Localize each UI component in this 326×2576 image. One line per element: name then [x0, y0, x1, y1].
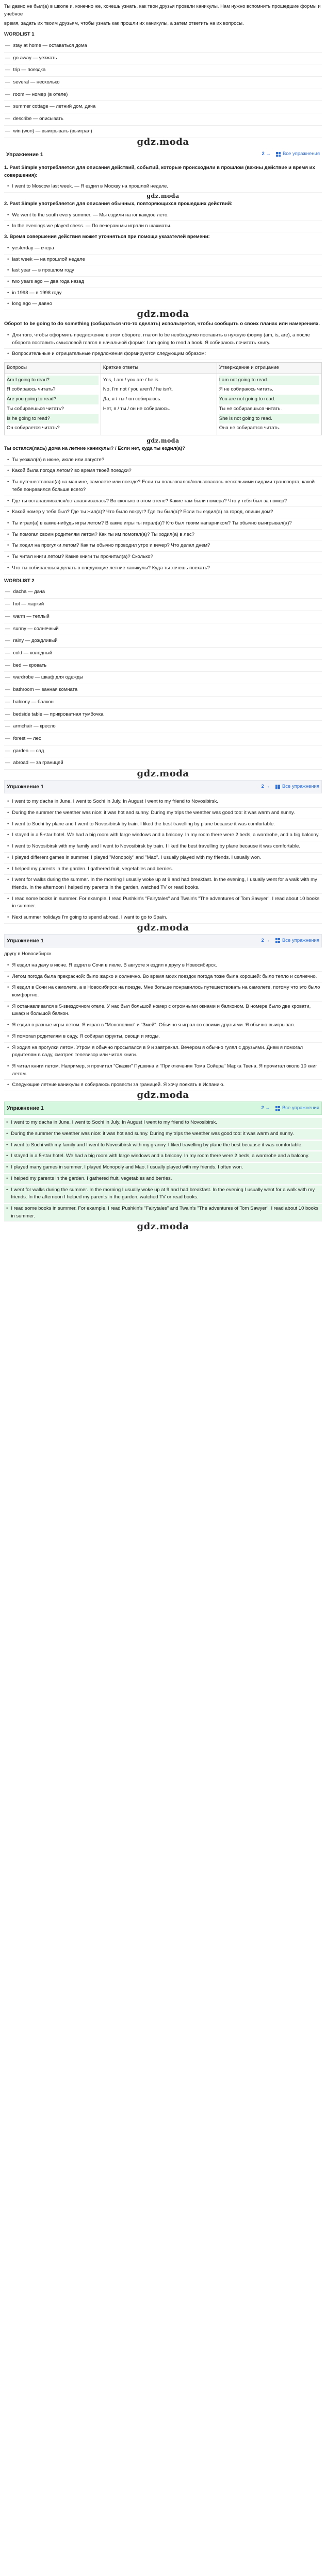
- exercise-nav: [4, 148, 322, 161]
- bullet-icon: •: [6, 1164, 8, 1171]
- dash-icon: —: [5, 723, 10, 730]
- translation-pre: другу в Новосибирск.: [4, 951, 53, 957]
- rule1-title: 1. Past Simple употребляется для описания действий, событий, которые происходили в прошлом (важны действие и время их совершения):: [4, 164, 315, 178]
- time-marker-text: yesterday — вчера: [12, 245, 54, 251]
- bullet-icon: •: [7, 279, 9, 285]
- bullet-icon: •: [7, 267, 9, 274]
- answer-item: [4, 808, 322, 819]
- answer-text: Я помогал родителям в саду. Я собирал фрукты, овощи и ягоды.: [12, 1033, 160, 1039]
- bullet-icon: •: [6, 1206, 8, 1212]
- bullet-icon: •: [7, 914, 9, 921]
- time-marker-item: [4, 243, 322, 255]
- watermark-logo: gdz.moda: [137, 922, 189, 933]
- answer-item: [4, 1020, 322, 1031]
- bullet-icon: •: [7, 520, 9, 527]
- answer-item: [4, 1061, 322, 1080]
- short-answers-cell: [101, 374, 217, 435]
- vocab-text: armchair — кресло: [13, 723, 56, 730]
- watermark-logo: gdz.moda: [137, 309, 189, 320]
- all-exercises-label: Все упражнения: [282, 783, 319, 789]
- answer-item: [4, 819, 322, 831]
- dash-icon: —: [5, 699, 10, 705]
- bullet-icon: •: [6, 1131, 8, 1137]
- answer-text: Я ходил на прогулки летом. Утром я обычно просыпался в 9 и завтракал. Вечером я обычно гулял с друзьями. Днем я помогал родителям в саду, смотрел телевизор или читал книги.: [12, 1044, 303, 1058]
- exercise-title: Упражнение 1: [6, 151, 43, 158]
- answer-text: I went to Novosibirsk with my family and I went to Novosibirsk by train. I liked the best travelling by plane because it was comfortable.: [12, 843, 300, 850]
- bullet-icon: •: [6, 1187, 8, 1193]
- rule2-example: [4, 221, 322, 232]
- vocab-text: wardrobe — шкаф для одежды: [13, 674, 84, 681]
- question-text: Ты ходил на прогулки летом? Как ты обычно проводил утро и вечер? Что делал днем?: [12, 543, 210, 549]
- questions-list: [4, 455, 322, 574]
- dash-icon: —: [5, 687, 10, 693]
- rule2-title: 2. Past Simple употребляется для описания обычных, повторяющихся прошедших действий:: [4, 200, 233, 207]
- vocab-item: [4, 53, 322, 65]
- vocab-item: [4, 40, 322, 53]
- col-short: Краткие ответы: [101, 362, 217, 374]
- going-to-note: [4, 330, 322, 349]
- bullet-icon: •: [7, 1063, 9, 1069]
- next-exercise-link[interactable]: 2 →: [261, 937, 270, 943]
- all-exercises-label: Все упражнения: [282, 151, 320, 157]
- vocab-text: hot — жаркий: [13, 601, 44, 607]
- bullet-icon: •: [7, 1044, 9, 1050]
- bullet-icon: •: [7, 351, 9, 357]
- vocab-item: [4, 611, 322, 623]
- dash-icon: —: [5, 601, 10, 607]
- answer-text: I helped my parents in the garden. I gathered fruit, vegetables and berries.: [11, 1175, 172, 1181]
- answer-item: [4, 960, 322, 972]
- time-marker-item: [4, 255, 322, 266]
- vocab-item: [4, 672, 322, 684]
- question-item: [4, 477, 322, 496]
- bullet-icon: •: [7, 1082, 9, 1088]
- answer2: [4, 1118, 322, 1222]
- bullet-icon: •: [6, 1153, 8, 1159]
- bullet-icon: •: [7, 1022, 9, 1028]
- page: [0, 0, 326, 1238]
- bullet-icon: •: [7, 479, 9, 485]
- question-item: [4, 518, 322, 530]
- bullet-icon: •: [7, 854, 9, 860]
- bullet-icon: •: [6, 1120, 8, 1126]
- translation1: [4, 960, 322, 1091]
- intro-line: Ты давно не был(а) в школе и, конечно же, хочешь узнать, как твои друзья провели каникулы. Нам нужно вспомнить прошедшие формы и учебное: [4, 4, 321, 17]
- table-cell-line: Она не собирается читать.: [219, 425, 281, 431]
- table-cell-line: I am not going to read.: [219, 376, 319, 385]
- vocab-text: balcony — балкон: [13, 699, 54, 705]
- table-cell-line: Да, я / ты / он собираюсь.: [103, 396, 162, 402]
- bullet-icon: •: [7, 531, 9, 537]
- exercise-nav-2: [4, 780, 322, 793]
- bullet-icon: •: [7, 509, 9, 515]
- bullet-icon: •: [7, 877, 9, 883]
- dash-icon: —: [5, 638, 10, 644]
- answer-text: I read some books in summer. For example, I read Pushkin's "Fairytales" and Twain's "The adventures of Tom Sawyer". I read about 10 books in summer.: [12, 895, 320, 909]
- rule1-example-text: I went to Moscow last week. — Я ездил в Москву на прошлой неделе.: [12, 183, 168, 190]
- bullet-icon: •: [7, 895, 9, 902]
- vocab-item: [4, 757, 322, 770]
- bullet-icon: •: [7, 256, 9, 262]
- answer-text: I went to my dacha in June. I went to Sochi in July. In August I went to my friend to Novosibirsk.: [11, 1120, 217, 1126]
- table-cell-line: She is not going to read.: [219, 414, 319, 424]
- dash-icon: —: [5, 748, 10, 754]
- time-marker-item: [4, 288, 322, 299]
- answer-text: I helped my parents in the garden. I gathered fruit, vegetables and berries.: [12, 866, 173, 872]
- bullet-icon: •: [6, 1142, 8, 1148]
- answer-text: I stayed in a 5-star hotel. We had a big room with large windows and a balcony. In my room there were 2 beds, a wardrobe and a balcony.: [11, 1153, 309, 1159]
- vocab-item: [4, 77, 322, 89]
- question-text: Какой была погода летом? во время твоей поездки?: [12, 468, 132, 474]
- going-to-text: Для того, чтобы оформить предложение в этом обороте, глагол to be необходимо поставить в нужную форму (am, is, are), а после оборота поставить смысловой глагол в начальной форме: I am going to read a book. Я собираюсь почитать книгу.: [12, 332, 310, 346]
- vocab-item: [4, 101, 322, 113]
- answer-text: Я ездил в разные игры летом. Я играл в "Монополию" и "Змей". Обычно я играл со своими друзьями. Я обычно выигрывал.: [12, 1022, 295, 1028]
- vocab-text: trip — поездка: [13, 67, 46, 73]
- dash-icon: —: [5, 79, 10, 86]
- next-exercise-link[interactable]: 2 →: [262, 151, 271, 157]
- vocab-text: several — несколько: [13, 79, 60, 86]
- answer-item: [4, 894, 322, 912]
- answer-item: [4, 841, 322, 853]
- dash-icon: —: [5, 662, 10, 668]
- vocab-item: [4, 660, 322, 672]
- answer-item: [4, 796, 322, 808]
- bullet-icon: •: [7, 183, 9, 190]
- vocab-text: win (won) — выигрывать (выиграл): [13, 128, 92, 134]
- time-marker-item: [4, 277, 322, 288]
- dash-icon: —: [5, 589, 10, 595]
- rule3-list: [4, 243, 322, 310]
- answer-item: [4, 1163, 322, 1173]
- dash-icon: —: [5, 55, 10, 61]
- bullet-icon: •: [7, 554, 9, 560]
- answer-text: During the summer the weather was nice: it was hot and sunny. During my trips the weather was good too: it was warm and sunny.: [12, 810, 295, 816]
- answer-item: [4, 1151, 322, 1162]
- question-item: [4, 563, 322, 574]
- vocab-item: [4, 635, 322, 648]
- bullet-icon: •: [7, 821, 9, 827]
- table-cell-line: Am I going to read?: [7, 376, 99, 385]
- grammar-table: [4, 362, 322, 435]
- answer-text: I played many games in summer. I played Monopoly and Mao. I usually played with my friends. I often won.: [11, 1164, 243, 1171]
- all-exercises-link[interactable]: [275, 1105, 319, 1112]
- vocab-item: [4, 745, 322, 758]
- rule2-example-text: In the evenings we played chess. — По вечерам мы играли в шахматы.: [12, 223, 172, 229]
- rule3-title: 3. Время совершения действия может уточняться при помощи указателей времени:: [4, 234, 210, 240]
- grid-icon: [275, 938, 280, 943]
- answer-item: [4, 1031, 322, 1043]
- exercise-title: Упражнение 1: [7, 784, 44, 790]
- vocab-text: garden — сад: [13, 748, 44, 754]
- exercise-nav-3: [4, 934, 322, 947]
- vocab-text: forest — лес: [13, 735, 41, 741]
- vocab-item: [4, 623, 322, 636]
- dash-icon: —: [5, 760, 10, 766]
- answer-item: [4, 1174, 322, 1184]
- time-marker-text: in 1998 — в 1998 году: [12, 290, 62, 296]
- wordlist1-title: WORDLIST 1: [4, 31, 35, 38]
- bullet-icon: •: [7, 843, 9, 850]
- table-cell-line: Я собираюсь читать?: [7, 386, 56, 393]
- vocab-text: room — номер (в отеле): [13, 91, 68, 97]
- bullet-icon: •: [7, 973, 9, 979]
- dash-icon: —: [5, 650, 10, 656]
- question-item: [4, 530, 322, 541]
- table-cell-line: Are you going to read?: [7, 395, 99, 404]
- vocab-item: [4, 684, 322, 697]
- answer-text: I went for walks during the summer. In the morning I usually woke up at 9 and had breakfast. In the evening I usually went for a walk with my friends. In the afternoon I helped my parents in the garden, watched TV or read books.: [11, 1187, 315, 1200]
- question-item: [4, 540, 322, 552]
- question-text: Ты уезжал(а) в июне, июле или августе?: [12, 456, 105, 463]
- vocab-item: [4, 709, 322, 721]
- bullet-icon: •: [7, 543, 9, 549]
- question-text: Какой номер у тебя был? Где ты жил(а)? Что было вокруг? Где ты был(а)? Если ты ездил(а) за город, опиши дом?: [12, 509, 273, 515]
- watermark-logo: gdz.moda: [137, 768, 189, 779]
- bullet-icon: •: [7, 810, 9, 816]
- next-exercise-link[interactable]: 2 →: [261, 783, 270, 789]
- vocab-item: [4, 648, 322, 660]
- vocab-text: rainy — дождливый: [13, 638, 58, 644]
- answer-item: [4, 1002, 322, 1020]
- vocab-text: abroad — за границей: [13, 760, 63, 766]
- answer-text: I read some books in summer. For example, I read Pushkin's "Fairytales" and Twain's "The adventures of Tom Sawyer". I read about 10 books in summer.: [11, 1206, 319, 1219]
- answer-text: Следующие летние каникулы я собираюсь провести за границей. Я хочу поехать в Испанию.: [12, 1082, 225, 1088]
- answer-item: [4, 1185, 322, 1203]
- table-cell-line: No, I'm not / you aren't / he isn't.: [103, 386, 173, 393]
- going-to-text: Вопросительные и отрицательные предложения формируются следующим образом:: [12, 351, 206, 357]
- vocab-item: [4, 113, 322, 126]
- question-item: [4, 466, 322, 477]
- answer-item: [4, 853, 322, 864]
- vocab-text: dacha — дача: [13, 589, 45, 595]
- time-marker-text: last year — в прошлом году: [12, 267, 74, 274]
- next-exercise-link[interactable]: 2 →: [261, 1105, 270, 1111]
- question-text: Ты играл(а) в какие-нибудь игры летом? В какие игры ты играл(а)? Кто был твоим напарником? Ты обычно выигрывал(а)?: [12, 520, 292, 527]
- vocab-item: [4, 733, 322, 745]
- answer-item: [4, 1043, 322, 1061]
- time-marker-text: long ago — давно: [12, 301, 52, 307]
- bullet-icon: •: [7, 468, 9, 474]
- question-item: [4, 552, 322, 563]
- bullet-icon: •: [7, 301, 9, 307]
- wordlist2: [4, 586, 322, 770]
- answer-text: Next summer holidays I'm going to spend abroad. I want to go to Spain.: [12, 914, 168, 921]
- answer-item: [4, 1118, 322, 1128]
- answer-text: I went to Sochi with my family and I went to Novosibirsk with my granny. I liked travelling by plane the best because it was comfortable.: [11, 1142, 303, 1148]
- question-text: Что ты собираешься делать в следующие летние каникулы? Куда ты хочешь поехать?: [12, 565, 210, 571]
- question-text: Где ты останавливался/останавливалась? Во сколько в этом отеле? Какие там были номера? Что у тебя был за номер?: [12, 498, 287, 504]
- exercise-nav-4: [4, 1101, 322, 1115]
- watermark-logo: gdz.moda: [137, 136, 189, 147]
- answer-text: Я читал книги летом. Например, я прочитал "Сказки" Пушкина и "Приключения Тома Сойера" Марка Твена. Я прочитал около 10 книг летом.: [12, 1063, 317, 1077]
- table-cell-line: Is he going to read?: [7, 414, 99, 424]
- bullet-icon: •: [7, 832, 9, 838]
- answer-text: I played different games in summer. I played "Monopoly" and "Mao". I usually played with my friends. I usually won.: [12, 854, 262, 860]
- answer-text: Я ездил в Сочи на самолете, а в Новосибирск на поезде. Мне больше понравилось путешествовать на самолете, потому что это было комфортно.: [12, 985, 320, 998]
- time-marker-item: [4, 265, 322, 277]
- questions-cell: [5, 374, 101, 435]
- time-marker-item: [4, 299, 322, 310]
- intro-line: время, задать их твоим друзьям, чтобы узнать как прошли их каникулы, а затем ответить на их вопросы.: [4, 21, 244, 27]
- bullet-icon: •: [7, 456, 9, 463]
- answer-item: [4, 1141, 322, 1151]
- answer-item: [4, 982, 322, 1001]
- vocab-item: [4, 721, 322, 733]
- dash-icon: —: [5, 67, 10, 73]
- all-exercises-link[interactable]: [275, 937, 319, 945]
- bullet-icon: •: [7, 212, 9, 218]
- vocab-text: bedside table — прикроватная тумбочка: [13, 711, 104, 717]
- grammar-table-row: [5, 374, 322, 435]
- vocab-text: stay at home — оставаться дома: [13, 42, 87, 48]
- dash-icon: —: [5, 625, 10, 632]
- exercise-title: Упражнение 1: [7, 1105, 44, 1112]
- time-marker-text: last week — на прошлой неделе: [12, 256, 85, 262]
- bullet-icon: •: [7, 498, 9, 504]
- table-cell-line: Ты не собираешься читать.: [219, 405, 282, 412]
- answer-item: [4, 875, 322, 893]
- exercise-title: Упражнение 1: [7, 937, 44, 944]
- questions-intro: Ты остался(лась) дома на летние каникулы? / Если нет, куда ты ездил(а)?: [4, 446, 186, 452]
- answer-text: Я ездил на дачу в июне. Я ездил в Сочи в июле. В августе я ездил к другу в Новосибирск.: [12, 962, 217, 968]
- bullet-icon: •: [7, 245, 9, 251]
- question-item: [4, 507, 322, 518]
- watermark-logo: gdz.moda: [146, 192, 180, 199]
- col-questions: Вопросы: [5, 362, 101, 374]
- question-item: [4, 496, 322, 507]
- all-exercises-link[interactable]: [276, 150, 320, 158]
- watermark-logo: gdz.moda: [137, 1221, 189, 1232]
- vocab-item: [4, 126, 322, 138]
- question-text: Ты путешествовал(а) на машине, самолете или поезде? Если ты пользовался/пользовалась несколькими видами транспорта, какой тебе понравился больше всего?: [12, 479, 315, 493]
- dash-icon: —: [5, 128, 10, 134]
- answer-item: [4, 864, 322, 875]
- vocab-item: [4, 586, 322, 599]
- all-exercises-link[interactable]: [275, 783, 319, 791]
- question-item: [4, 455, 322, 466]
- dash-icon: —: [5, 711, 10, 717]
- bullet-icon: •: [7, 332, 9, 338]
- answer-text: I went to Sochi by plane and I went to Novosibirsk by train. I liked the best travelling by plane because it was comfortable.: [12, 821, 275, 827]
- bullet-icon: •: [7, 985, 9, 991]
- vocab-text: cold — холодный: [13, 650, 53, 656]
- bullet-icon: •: [7, 866, 9, 872]
- grid-icon: [275, 1106, 280, 1111]
- time-marker-text: two years ago — два года назад: [12, 279, 85, 285]
- statements-cell: [217, 374, 321, 435]
- all-exercises-label: Все упражнения: [282, 1105, 319, 1111]
- vocab-text: go away — уезжать: [13, 55, 57, 61]
- answer-item: [4, 1080, 322, 1091]
- answer-text: Летом погода была прекрасной: было жарко и солнечно. Во время моих поездок погода тоже была хорошей: было тепло и солнечно.: [12, 973, 317, 979]
- dash-icon: —: [5, 91, 10, 97]
- answer-item: [4, 1129, 322, 1140]
- table-cell-line: Ты собираешься читать?: [7, 405, 64, 412]
- col-statements: Утверждение и отрицание: [217, 362, 321, 374]
- rule2-example-text: We went to the south every summer. — Мы ездили на юг каждое лето.: [12, 212, 169, 218]
- answer-text: I went to my dacha in June. I went to Sochi in July. In August I went to my friend to Novosibirsk.: [12, 799, 218, 805]
- grammar-table-header: [5, 362, 322, 374]
- vocab-text: warm — теплый: [13, 613, 50, 619]
- table-cell-line: Нет, я / ты / он не собираюсь.: [103, 405, 170, 412]
- table-cell-line: Yes, I am / you are / he is.: [103, 377, 160, 383]
- bullet-icon: •: [6, 1175, 8, 1181]
- answer1: [4, 796, 322, 924]
- intro: [4, 3, 322, 28]
- table-cell-line: You are not going to read.: [219, 395, 319, 404]
- dash-icon: —: [5, 104, 10, 110]
- vocab-text: summer cottage — летний дом, дача: [13, 104, 96, 110]
- vocab-text: sunny — солнечный: [13, 625, 59, 632]
- vocab-text: describe — описывать: [13, 116, 63, 122]
- rule1-example: [4, 181, 322, 193]
- bullet-icon: •: [7, 290, 9, 296]
- dash-icon: —: [5, 613, 10, 619]
- grid-icon: [275, 785, 280, 789]
- vocab-item: [4, 599, 322, 611]
- answer-item: [4, 830, 322, 841]
- all-exercises-label: Все упражнения: [282, 937, 319, 943]
- dash-icon: —: [5, 116, 10, 122]
- table-cell-line: Он собирается читать?: [7, 425, 60, 431]
- watermark-logo: gdz.moda: [137, 1090, 189, 1101]
- dash-icon: —: [5, 674, 10, 681]
- vocab-text: bathroom — ванная комната: [13, 687, 78, 693]
- going-to-note: [4, 349, 322, 360]
- bullet-icon: •: [7, 962, 9, 968]
- vocab-item: [4, 697, 322, 709]
- answer-text: Я останавливался в 5-звездочном отеле. У нас был большой номер с огромными окнами и балконом. В номере было две кровати, шкаф и большой балкон.: [12, 1003, 311, 1017]
- answer-item: [4, 972, 322, 983]
- wordlist2-title: WORDLIST 2: [4, 578, 35, 584]
- table-cell-line: Я не собираюсь читать.: [219, 386, 273, 393]
- vocab-item: [4, 89, 322, 101]
- bullet-icon: •: [7, 1003, 9, 1009]
- rule2-example: [4, 210, 322, 222]
- going-to-title: Оборот to be going to do something (собираться что-то сделать) используется, чтобы сообщить о своих планах или намерениях.: [4, 321, 320, 327]
- watermark-logo: gdz.moda: [146, 437, 180, 444]
- vocab-text: bed — кровать: [13, 662, 47, 668]
- answer-item: [4, 1204, 322, 1222]
- question-text: Ты читал книги летом? Какие книги ты прочитал(а)? Сколько?: [12, 554, 153, 560]
- grid-icon: [276, 152, 281, 157]
- bullet-icon: •: [7, 799, 9, 805]
- question-text: Ты помогал своим родителям летом? Как ты им помогал(а)? Ты ходил(а) в лес?: [12, 531, 194, 537]
- wordlist1: [4, 40, 322, 138]
- answer-text: I stayed in a 5-star hotel. We had a big room with large windows and a balcony. In my room there were 2 beds, a wardrobe, and a big balcony.: [12, 832, 320, 838]
- bullet-icon: •: [7, 223, 9, 229]
- answer-item: [4, 912, 322, 924]
- answer-text: During the summer the weather was nice: it was hot and sunny. During my trips the weather was good too: it was warm and sunny.: [11, 1131, 294, 1137]
- bullet-icon: •: [7, 1033, 9, 1039]
- vocab-item: [4, 64, 322, 77]
- dash-icon: —: [5, 735, 10, 741]
- answer-text: I went for walks during the summer. In the morning I usually woke up at 9 and had breakfast. In the evening, I usually went for a walk with my friends. In the afternoon I helped my parents in the garden, watched TV or read books.: [12, 877, 317, 891]
- dash-icon: —: [5, 42, 10, 48]
- bullet-icon: •: [7, 565, 9, 571]
